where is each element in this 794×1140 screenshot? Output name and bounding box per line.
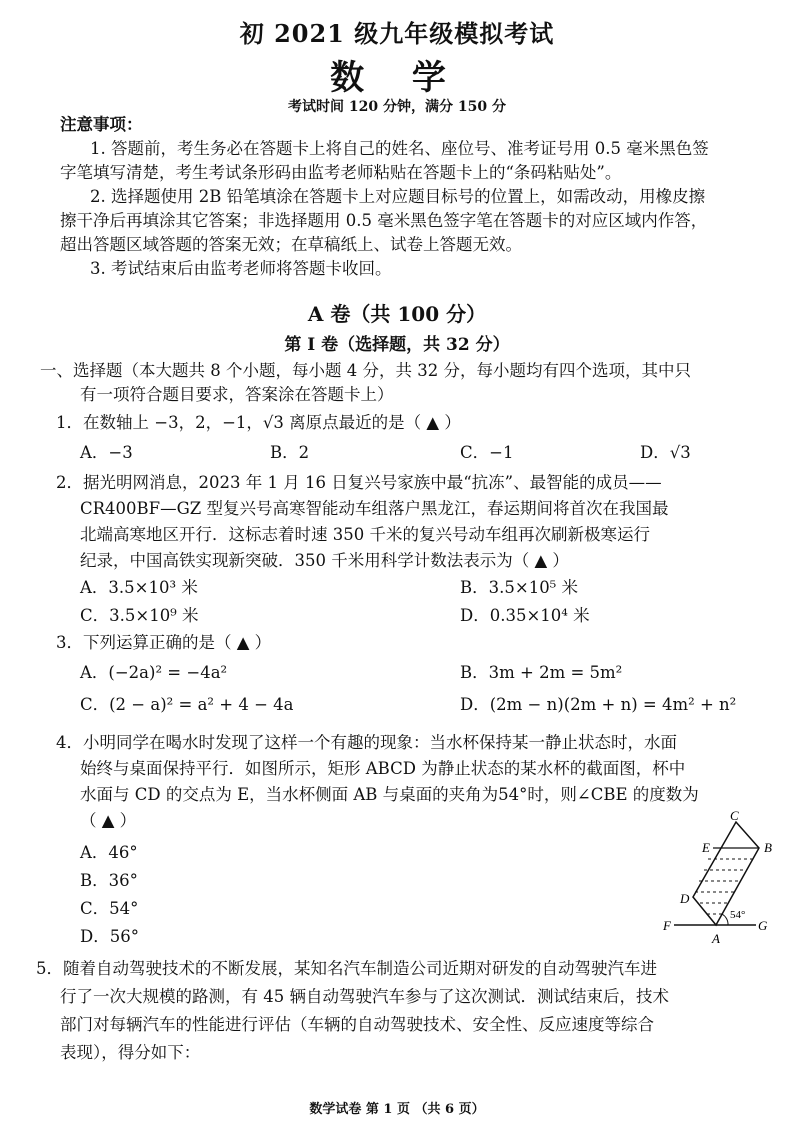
cup-diagram <box>660 808 780 948</box>
notice-line: 擦干净后再填涂其它答案；非选择题用 0.5 毫米黑色签字笔在答题卡的对应区域内作答， <box>60 211 708 230</box>
angle-arc <box>722 914 728 925</box>
label-b: B <box>764 840 772 855</box>
question-4-option-c: C．54° <box>80 899 139 918</box>
question-2-line: 纪录，中国高铁实现新突破．350 千米用科学计数法表示为（ ▲ ） <box>80 551 569 570</box>
question-4-option-d: D．56° <box>80 927 139 946</box>
label-e: E <box>702 840 710 855</box>
notice-line: 2. 选择题使用 2B 铅笔填涂在答题卡上对应题目标号的位置上，如需改动，用橡皮擦 <box>90 187 706 206</box>
question-3-option-a: A．(−2a)² = −4a² <box>80 663 228 682</box>
label-d: D <box>680 891 690 906</box>
exam-title: 初 2021 级九年级模拟考试 <box>239 19 555 48</box>
question-4-line: 始终与桌面保持平行．如图所示，矩形 ABCD 为静止状态的某水杯的截面图，杯中 <box>80 759 686 778</box>
section-a-heading: A 卷（共 100 分） <box>307 302 487 326</box>
notice-heading: 注意事项： <box>60 115 143 134</box>
question-5-line: 表现），得分如下： <box>60 1043 201 1062</box>
question-3-option-b: B．3m + 2m = 5m² <box>460 663 623 682</box>
page-footer: 数学试卷 第 1 页 （共 6 页） <box>309 1102 485 1117</box>
question-4-option-b: B．36° <box>80 871 138 890</box>
question-5-line: 部门对每辆汽车的性能进行评估（车辆的自动驾驶技术、安全性、反应速度等综合 <box>60 1015 654 1034</box>
rectangle-abcd <box>693 822 759 925</box>
question-4-line: （ ▲ ） <box>80 811 137 830</box>
question-2-option-d: D．0.35×10⁴ 米 <box>460 606 590 625</box>
choice-intro: 有一项符合题目要求，答案涂在答题卡上） <box>80 385 394 404</box>
question-3-stem: 3．下列运算正确的是（ ▲ ） <box>56 633 272 652</box>
question-2-line: 2．据光明网消息，2023 年 1 月 16 日复兴号家族中最“抗冻”、最智能的成员—— <box>56 473 662 492</box>
question-4-line: 4．小明同学在喝水时发现了这样一个有趣的现象：当水杯保持某一静止状态时，水面 <box>56 733 677 752</box>
question-1-stem: 1．在数轴上 −3，2，−1，√3 离原点最近的是（ ▲ ） <box>56 413 461 432</box>
question-5-line: 行了一次大规模的路测，有 45 辆自动驾驶汽车参与了这次测试．测试结束后，技术 <box>60 987 669 1006</box>
question-2-option-a: A．3.5×10³ 米 <box>80 578 198 597</box>
part-one-heading: 第 I 卷（选择题，共 32 分） <box>284 335 510 355</box>
label-f: F <box>663 918 671 933</box>
subject-title: 数 学 <box>330 58 464 98</box>
question-1-option-b: B．2 <box>270 443 310 462</box>
time-info: 考试时间 120 分钟，满分 150 分 <box>288 99 506 115</box>
question-1-option-a: A．−3 <box>80 443 133 462</box>
question-2-line: CR400BF—GZ 型复兴号高寒智能动车组落户黑龙江，春运期间将首次在我国最 <box>80 499 669 518</box>
question-4-line: 水面与 CD 的交点为 E，当水杯侧面 AB 与桌面的夹角为54°时，则∠CBE 的度数为 <box>80 785 699 804</box>
question-4-option-a: A．46° <box>80 843 138 862</box>
question-1-option-c: C．−1 <box>460 443 514 462</box>
label-a: A <box>712 931 720 946</box>
notice-line: 1. 答题前，考生务必在答题卡上将自己的姓名、座位号、准考证号用 0.5 毫米黑色签 <box>90 139 709 158</box>
choice-intro: 一、选择题（本大题共 8 个小题，每小题 4 分，共 32 分，每小题均有四个选项，其中只 <box>40 361 691 380</box>
notice-line: 3. 考试结束后由监考老师将答题卡收回。 <box>90 259 392 278</box>
notice-line: 字笔填写清楚，考生考试条形码由监考老师粘贴在答题卡上的“条码粘贴处”。 <box>60 163 622 182</box>
question-2-line: 北端高寒地区开行．这标志着时速 350 千米的复兴号动车组再次刷新极寒运行 <box>80 525 650 544</box>
question-2-option-c: C．3.5×10⁹ 米 <box>80 606 199 625</box>
label-g: G <box>758 918 768 933</box>
question-5-line: 5．随着自动驾驶技术的不断发展，某知名汽车制造公司近期对研发的自动驾驶汽车进 <box>36 959 657 978</box>
question-1-option-d: D．√3 <box>640 443 691 462</box>
label-c: C <box>730 808 739 823</box>
label-angle: 54° <box>730 909 746 921</box>
notice-line: 超出答题区域答题的答案无效；在草稿纸上、试卷上答题无效。 <box>60 235 522 254</box>
cup-cross-section-figure <box>660 808 780 948</box>
question-3-option-c: C．(2 − a)² = a² + 4 − 4a <box>80 695 294 714</box>
question-3-option-d: D．(2m − n)(2m + n) = 4m² + n² <box>460 695 737 714</box>
question-2-option-b: B．3.5×10⁵ 米 <box>460 578 579 597</box>
